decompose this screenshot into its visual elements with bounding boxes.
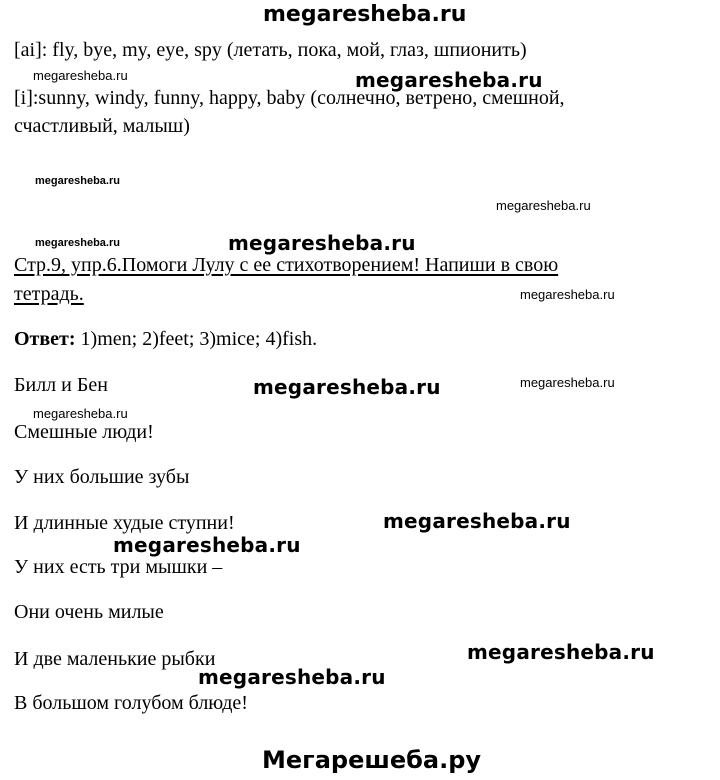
watermark-small: megaresheba.ru (520, 287, 615, 302)
site-header-title: megaresheba.ru (263, 2, 467, 27)
answer-line (14, 327, 317, 351)
poem-line: В большом голубом блюде! (14, 692, 248, 714)
exercise-title-line-1: Стр.9, упр.6.Помоги Лулу с ее стихотворением! Напиши в свою (14, 254, 559, 276)
watermark-tiny: megaresheba.ru (35, 237, 120, 249)
site-footer-title: Мегарешеба.ру (262, 746, 482, 774)
watermark-small: megaresheba.ru (496, 198, 591, 213)
poem-line: Они очень милые (14, 601, 164, 623)
watermark-big: megaresheba.ru (198, 665, 386, 689)
poem-line: У них есть три мышки – (14, 556, 223, 578)
poem-line: Смешные люди! (14, 421, 154, 443)
poem-line: Билл и Бен (14, 374, 108, 396)
phonetics-ai-line: [ai]: fly, bye, my, eye, spy (летать, пока, мой, глаз, шпионить) (14, 39, 527, 61)
watermark-big: megaresheba.ru (355, 68, 543, 92)
phonetics-i-line-2: счастливый, малыш) (14, 115, 190, 137)
exercise-title-line-2: тетрадь. (14, 283, 84, 305)
watermark-big: megaresheba.ru (383, 509, 571, 533)
poem-line: У них большие зубы (14, 466, 190, 488)
answer-text: 1)men; 2)feet; 3)mice; 4)fish. (75, 328, 318, 350)
watermark-big: megaresheba.ru (467, 640, 655, 664)
watermark-small: megaresheba.ru (33, 68, 128, 83)
watermark-small: megaresheba.ru (520, 375, 615, 390)
poem-line: И длинные худые ступни! (14, 512, 235, 534)
answer-label: Ответ: (14, 328, 76, 350)
poem-line: И две маленькие рыбки (14, 648, 216, 670)
watermark-big: megaresheba.ru (228, 231, 416, 255)
watermark-small: megaresheba.ru (33, 406, 128, 421)
phonetics-i-line-1: [i]:sunny, windy, funny, happy, baby (солнечно, ветрено, смешной, (14, 87, 565, 109)
watermark-tiny: megaresheba.ru (35, 175, 120, 187)
watermark-big: megaresheba.ru (113, 533, 301, 557)
watermark-big: megaresheba.ru (253, 375, 441, 399)
